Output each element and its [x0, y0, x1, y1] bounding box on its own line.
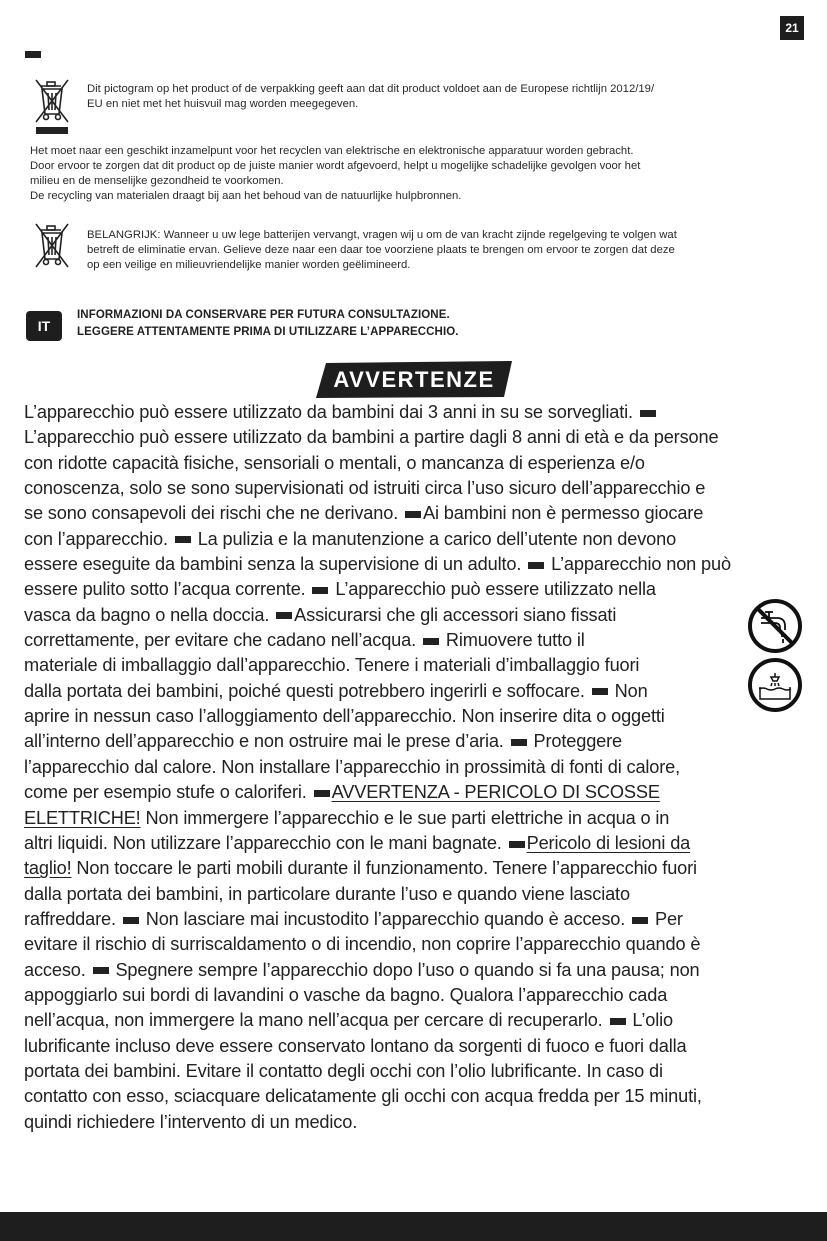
warning-line: correttamente, per evitare che cadano nell’acqua. Rimuovere tutto il: [24, 630, 585, 651]
warning-line: all’interno dell’apparecchio e non ostruire mai le prese d’aria. Proteggere: [24, 731, 623, 752]
warning-line: vasca da bagno o nella doccia. Assicurarsi che gli accessori siano fissati: [24, 604, 617, 625]
recycling-text-line: Door ervoor te zorgen dat dit product op de juiste manier wordt afgevoerd, helpt u mogelijke schadelijke gevolgen voor het: [30, 160, 641, 172]
warning-line: conoscenza, solo se sono supervisionati od istruiti circa l’uso sicuro dell’apparecchio e: [24, 478, 706, 499]
bullet-marker: [528, 562, 544, 569]
recycling-text-line: De recycling van materialen draagt bij aan het behoud van de natuurlijke hulpbronnen.: [30, 190, 462, 202]
warning-line: quindi richiedere l’intervento di un medico.: [24, 1111, 358, 1132]
warning-line: con ridotte capacità fisiche, sensoriali o mentali, o mancanza di esperienza e/o: [24, 452, 645, 473]
bullet-marker: [276, 612, 292, 619]
bullet-marker: [314, 790, 330, 797]
shock-warning-heading: AVVERTENZA - PERICOLO DI SCOSSE: [331, 782, 660, 803]
bullet-marker: [405, 511, 421, 518]
bullet-marker: [632, 917, 648, 924]
crossed-out-bin-battery-icon: [28, 221, 74, 271]
battery-text: [87, 228, 677, 273]
bullet-marker: [592, 688, 608, 695]
warning-title: AVVERTENZE: [333, 366, 495, 392]
bullet-marker: [511, 739, 527, 746]
warning-line: L’apparecchio può essere utilizzato da bambini a partire dagli 8 anni di età e da persone: [24, 427, 719, 448]
warning-line: essere eseguite da bambini senza la supervisione di un adulto. L’apparecchio non può: [24, 554, 731, 575]
no-running-water-icon: [747, 598, 803, 654]
language-badge-it: IT: [26, 311, 62, 341]
warning-line: altri liquidi. Non utilizzare l’apparecchio con le mani bagnate. Pericolo di lesioni da: [24, 832, 691, 853]
weee-pictogram-text: [87, 82, 654, 112]
warning-line: dalla portata dei bambini, in particolare durante l’uso e quando viene lasciato: [24, 883, 630, 904]
warning-line: se sono consapevoli dei rischi che ne derivano. Ai bambini non è permesso giocare: [24, 503, 704, 524]
bullet-marker: [175, 536, 191, 543]
warning-line: con l’apparecchio. La pulizia e la manutenzione a carico dell’utente non devono: [24, 528, 677, 549]
info-line-keep: INFORMAZIONI DA CONSERVARE PER FUTURA CONSULTAZIONE.: [77, 309, 450, 321]
page-number: 21: [780, 16, 804, 40]
warning-line: essere pulito sotto l’acqua corrente. L’apparecchio può essere utilizzato nella: [24, 579, 656, 600]
battery-text-line: BELANGRIJK: Wanneer u uw lege batterijen vervangt, vragen wij u om de van kracht zijnde regelgeving te volgen wat: [87, 229, 677, 241]
warning-line: appoggiarlo sui bordi di lavandini o vasche da bagno. Qualora l’apparecchio cada: [24, 984, 668, 1005]
bullet-marker: [640, 410, 656, 417]
warning-line: L’apparecchio può essere utilizzato da bambini dai 3 anni in su se sorvegliati.: [24, 400, 804, 425]
cut-warning-heading: Pericolo di lesioni da: [526, 832, 691, 853]
warning-line: acceso. Spegnere sempre l’apparecchio dopo l’uso o quando si fa una pausa; non: [24, 959, 700, 980]
recycling-text-line: milieu en de menselijke gezondheid te voorkomen.: [30, 175, 284, 187]
warning-line: aprire in nessun caso l’alloggiamento dell’apparecchio. Non inserire dita o oggetti: [24, 706, 665, 727]
bullet-marker: [423, 638, 439, 645]
warning-title-box: [316, 361, 512, 398]
warning-line: lubrificante incluso deve essere conservato lontano da sorgenti di fuoco e fuori dalla: [24, 1035, 687, 1056]
warning-line: taglio! Non toccare le parti mobili durante il funzionamento. Tenere l’apparecchio fuori: [24, 858, 697, 879]
crossed-out-wheelie-bin-icon: [28, 76, 74, 136]
warning-line: materiale di imballaggio dall’apparecchio. Tenere i materiali d’imballaggio fuori: [24, 655, 640, 676]
battery-text-line: betreft de eliminatie ervan. Gelieve deze naar een daar toe voorziene plaats te brengen om ervoor te zorgen dat deze: [87, 244, 675, 256]
warning-line: contatto con esso, sciacquare delicatamente gli occhi con acqua fredda per 15 minuti,: [24, 1086, 702, 1107]
warning-line: portata dei bambini. Evitare il contatto degli occhi con l’olio lubrificante. In caso di: [24, 1060, 663, 1081]
warning-line: nell’acqua, non immergere la mano nell’acqua per cercare di recuperarlo. L’olio: [24, 1010, 673, 1031]
footer-bar: [0, 1212, 827, 1241]
bullet-marker: [610, 1018, 626, 1025]
bullet-marker: [312, 587, 328, 594]
bullet-marker: [509, 841, 525, 848]
recycling-text: [30, 144, 640, 204]
cut-warning-heading-cont: taglio!: [24, 858, 72, 879]
warning-line: evitare il rischio di surriscaldamento o di incendio, non coprire l’apparecchio quando è: [24, 934, 701, 955]
bathtub-icon: [747, 657, 803, 713]
bullet-marker: [93, 967, 109, 974]
info-line-read: LEGGERE ATTENTAMENTE PRIMA DI UTILIZZARE L’APPARECCHIO.: [77, 326, 459, 338]
shock-warning-heading-cont: ELETTRICHE!: [24, 807, 141, 828]
warning-line: ELETTRICHE! Non immergere l’apparecchio e le sue parti elettriche in acqua o in: [24, 807, 670, 828]
warning-line: l’apparecchio dal calore. Non installare l’apparecchio in prossimità di fonti di calore,: [24, 756, 681, 777]
warning-line: come per esempio stufe o caloriferi. AVVERTENZA - PERICOLO DI SCOSSE: [24, 782, 660, 803]
warnings-body: [24, 400, 804, 1135]
battery-text-line: op een veilige en milieuvriendelijke manier worden geëlimineerd.: [87, 259, 411, 271]
weee-text-line: EU en niet met het huisvuil mag worden meegegeven.: [87, 98, 359, 110]
bullet-marker: [123, 917, 139, 924]
section-marker: [25, 51, 41, 58]
warning-line: dalla portata dei bambini, poiché questi potrebbero ingerirli e soffocare. Non: [24, 680, 648, 701]
warning-line: raffreddare. Non lasciare mai incustodito l’apparecchio quando è acceso. Per: [24, 908, 683, 929]
recycling-text-line: Het moet naar een geschikt inzamelpunt voor het recyclen van elektrische en elektronische apparatuur worden gebracht.: [30, 145, 634, 157]
weee-text-line: Dit pictogram op het product of de verpakking geeft aan dat dit product voldoet aan de Europese richtlijn 2012/19/: [87, 83, 655, 95]
